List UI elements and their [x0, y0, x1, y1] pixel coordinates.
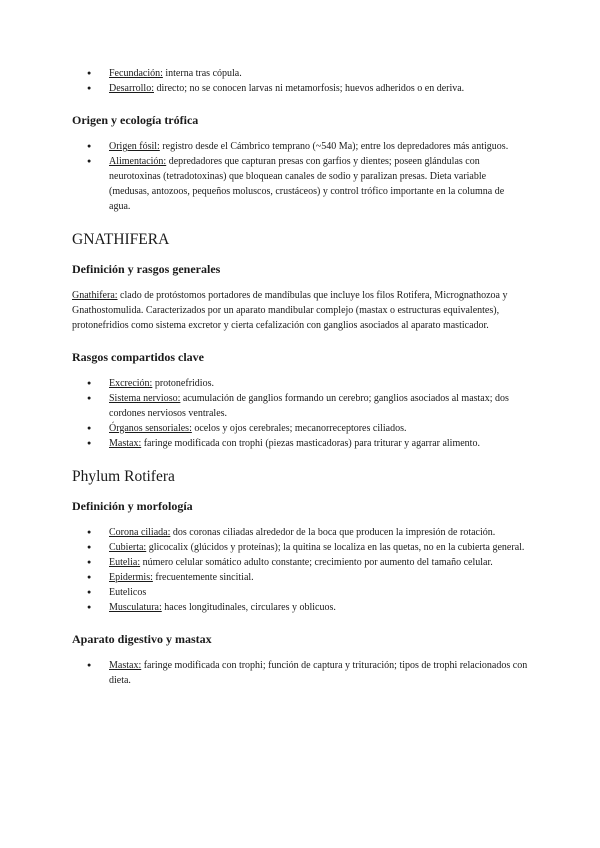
- item-text: frecuentemente sincitial.: [152, 572, 254, 583]
- section-heading-origen: Origen y ecología trófica: [72, 113, 199, 127]
- list-item: [72, 139, 528, 154]
- item-text: glicocalix (glúcidos y proteínas); la quitina se localiza en las quetas, no en la cubierta general.: [146, 542, 525, 553]
- traits-list: [72, 376, 528, 451]
- document-content: [72, 66, 528, 688]
- term-label: Sistema nervioso:: [109, 393, 181, 404]
- list-item: [72, 421, 528, 436]
- list-item: [72, 540, 528, 555]
- term-label: Órganos sensoriales:: [109, 423, 192, 434]
- item-text: directo; no se conocen larvas ni metamorfosis; huevos adheridos o en deriva.: [154, 83, 465, 94]
- list-item: [72, 658, 528, 688]
- list-item: [72, 570, 528, 585]
- list-item: [72, 66, 528, 81]
- digestive-list: [72, 658, 528, 688]
- list-item: [72, 391, 528, 421]
- reproduction-list: [72, 66, 528, 96]
- definition-paragraph: [72, 288, 528, 333]
- list-item: [72, 436, 528, 451]
- list-item: [72, 81, 528, 96]
- list-item: [72, 585, 528, 600]
- term-label: Fecundación:: [109, 68, 163, 79]
- list-item: [72, 154, 528, 214]
- term-label: Eutelia:: [109, 557, 141, 568]
- item-text: número celular somático adulto constante; crecimiento por aumento del tamaño celular.: [140, 557, 493, 568]
- list-item: [72, 555, 528, 570]
- term-label: Alimentación:: [109, 156, 167, 167]
- item-text: faringe modificada con trophi; función de captura y trituración; tipos de trophi relacionados con dieta.: [109, 660, 528, 686]
- section-heading-aparato: Aparato digestivo y mastax: [72, 632, 212, 646]
- item-text: registro desde el Cámbrico temprano (~540 Ma); entre los depredadores más antiguos.: [159, 141, 509, 152]
- section-heading-rasgos: Rasgos compartidos clave: [72, 350, 204, 364]
- morphology-list: [72, 525, 528, 615]
- item-text: haces longitudinales, circulares y oblicuos.: [161, 602, 336, 613]
- list-item: [72, 376, 528, 391]
- term-label: Excreción:: [109, 378, 153, 389]
- section-heading-morfologia: Definición y morfología: [72, 499, 193, 513]
- term-label: Musculatura:: [109, 602, 162, 613]
- main-heading-rotifera: Phylum Rotifera: [72, 468, 175, 485]
- item-text: Eutelicos: [109, 587, 147, 598]
- term-label: Origen fósil:: [109, 141, 160, 152]
- main-heading-gnathifera: GNATHIFERA: [72, 231, 170, 248]
- term-label: Desarrollo:: [109, 83, 154, 94]
- term-label: Cubierta:: [109, 542, 147, 553]
- item-text: faringe modificada con trophi (piezas masticadoras) para triturar y agarrar alimento.: [141, 438, 480, 449]
- term-label: Mastax:: [109, 660, 142, 671]
- term-label: Gnathifera:: [72, 290, 118, 301]
- list-item: [72, 525, 528, 540]
- term-label: Mastax:: [109, 438, 142, 449]
- paragraph-text: clado de protóstomos portadores de mandíbulas que incluye los filos Rotifera, Micrognathozoa y Gnathostomulida. Caracterizados por un aparato mandibular complejo (mastax o estructuras equivalentes), protonefridios como sistema excretor y cierta cefalización con ganglios asociados al aparato masticador.: [72, 290, 508, 331]
- term-label: Epidermis:: [109, 572, 153, 583]
- list-item: [72, 600, 528, 615]
- item-text: ocelos y ojos cerebrales; mecanorreceptores ciliados.: [191, 423, 407, 434]
- origin-list: [72, 139, 528, 214]
- item-text: protonefridios.: [152, 378, 214, 389]
- item-text: interna tras cópula.: [162, 68, 242, 79]
- item-text: acumulación de ganglios formando un cerebro; ganglios asociados al mastax; dos cordones nerviosos ventrales.: [109, 393, 509, 419]
- item-text: depredadores que capturan presas con garfios y dientes; poseen glándulas con neurotoxinas (tetradotoxinas) que bloquean canales de sodio y paralizan presas. Dieta variable (medusas, antozoos, pequeños moluscos, crustáceos) y control trófico importante en la columna de agua.: [109, 156, 505, 212]
- term-label: Corona ciliada:: [109, 527, 171, 538]
- section-heading-definicion: Definición y rasgos generales: [72, 262, 221, 276]
- item-text: dos coronas ciliadas alrededor de la boca que producen la impresión de rotación.: [170, 527, 496, 538]
